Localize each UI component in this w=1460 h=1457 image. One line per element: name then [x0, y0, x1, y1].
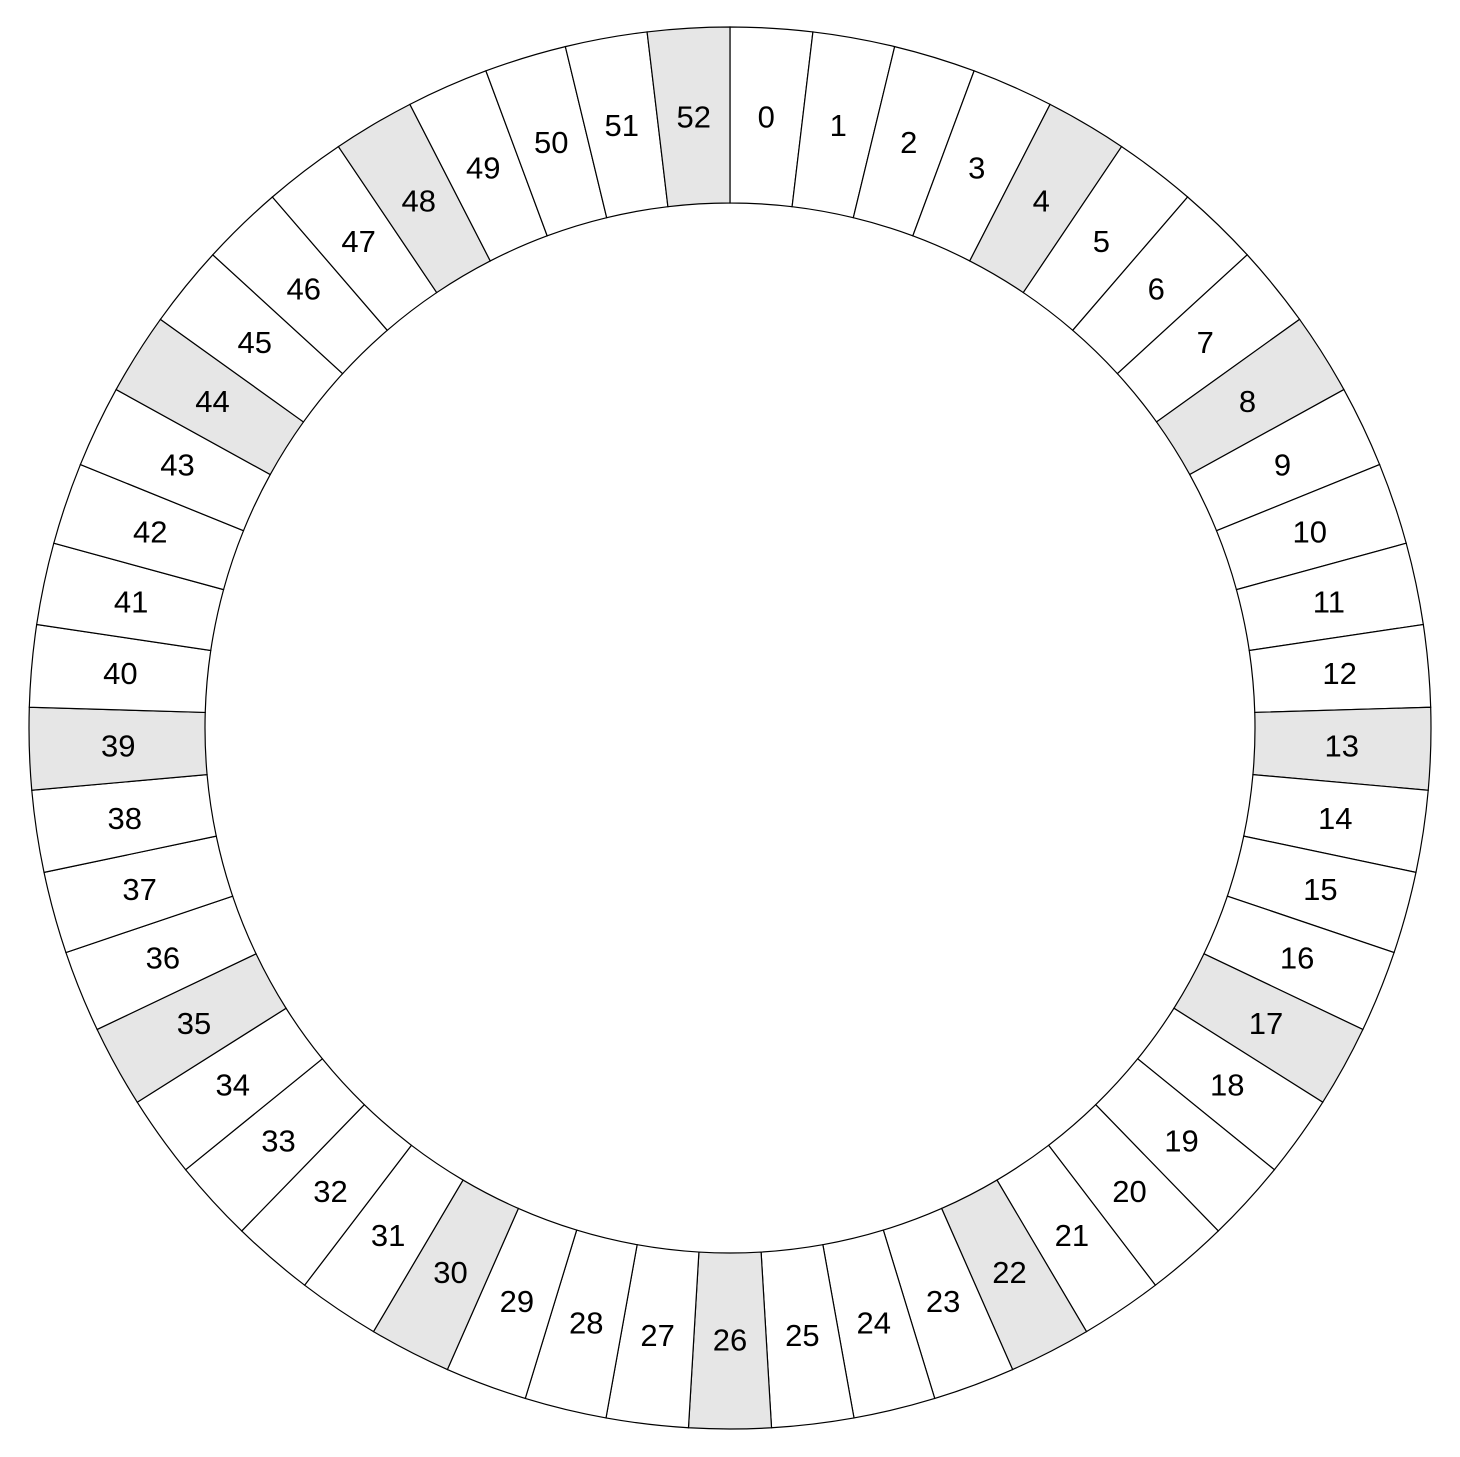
segment-label-27: 27: [640, 1318, 675, 1354]
segment-label-36: 36: [145, 940, 181, 976]
segment-label-16: 16: [1279, 940, 1315, 976]
segment-label-35: 35: [176, 1005, 212, 1041]
segment-label-9: 9: [1273, 447, 1292, 483]
segment-label-32: 32: [313, 1174, 348, 1210]
segment-label-33: 33: [261, 1123, 296, 1159]
segment-label-26: 26: [712, 1322, 748, 1358]
segment-label-17: 17: [1248, 1005, 1284, 1041]
segment-label-19: 19: [1164, 1123, 1199, 1159]
segment-label-30: 30: [433, 1254, 468, 1290]
segment-label-12: 12: [1322, 656, 1357, 692]
segment-label-46: 46: [286, 271, 321, 307]
segment-label-5: 5: [1092, 224, 1110, 260]
segment-label-43: 43: [160, 447, 195, 483]
segment-label-13: 13: [1324, 728, 1359, 764]
segment-label-21: 21: [1054, 1218, 1090, 1254]
segment-label-14: 14: [1318, 800, 1353, 836]
segment-label-25: 25: [785, 1318, 820, 1354]
segment-label-38: 38: [107, 800, 142, 836]
segment-label-3: 3: [968, 150, 986, 186]
segment-label-45: 45: [237, 324, 273, 360]
segment-label-2: 2: [900, 125, 918, 161]
segment-label-10: 10: [1292, 514, 1328, 550]
segment-label-6: 6: [1147, 271, 1165, 307]
segment-label-40: 40: [103, 656, 138, 692]
segment-label-37: 37: [122, 871, 157, 907]
segment-label-15: 15: [1303, 871, 1338, 907]
segment-label-28: 28: [569, 1305, 604, 1341]
segment-label-8: 8: [1238, 383, 1257, 419]
segment-label-0: 0: [757, 99, 775, 135]
segment-label-51: 51: [604, 108, 639, 144]
segment-label-23: 23: [925, 1284, 961, 1320]
segment-label-11: 11: [1312, 584, 1345, 620]
segment-label-41: 41: [113, 584, 149, 620]
segment-label-42: 42: [132, 514, 168, 550]
segment-label-47: 47: [341, 224, 376, 260]
segment-label-22: 22: [992, 1254, 1027, 1290]
segment-label-31: 31: [370, 1218, 406, 1254]
segment-label-48: 48: [401, 183, 437, 219]
segment-label-44: 44: [195, 383, 230, 419]
segment-label-20: 20: [1112, 1174, 1147, 1210]
segment-label-29: 29: [499, 1284, 535, 1320]
segment-label-52: 52: [676, 99, 711, 135]
segment-label-24: 24: [856, 1305, 891, 1341]
segments-layer: [29, 27, 1431, 1429]
segment-label-49: 49: [466, 150, 501, 186]
segment-label-4: 4: [1032, 183, 1050, 219]
segment-label-50: 50: [534, 125, 569, 161]
segment-label-7: 7: [1196, 324, 1214, 360]
segment-label-39: 39: [101, 728, 136, 764]
segment-label-18: 18: [1209, 1067, 1245, 1103]
segment-label-34: 34: [215, 1067, 251, 1103]
segment-label-1: 1: [829, 108, 847, 144]
